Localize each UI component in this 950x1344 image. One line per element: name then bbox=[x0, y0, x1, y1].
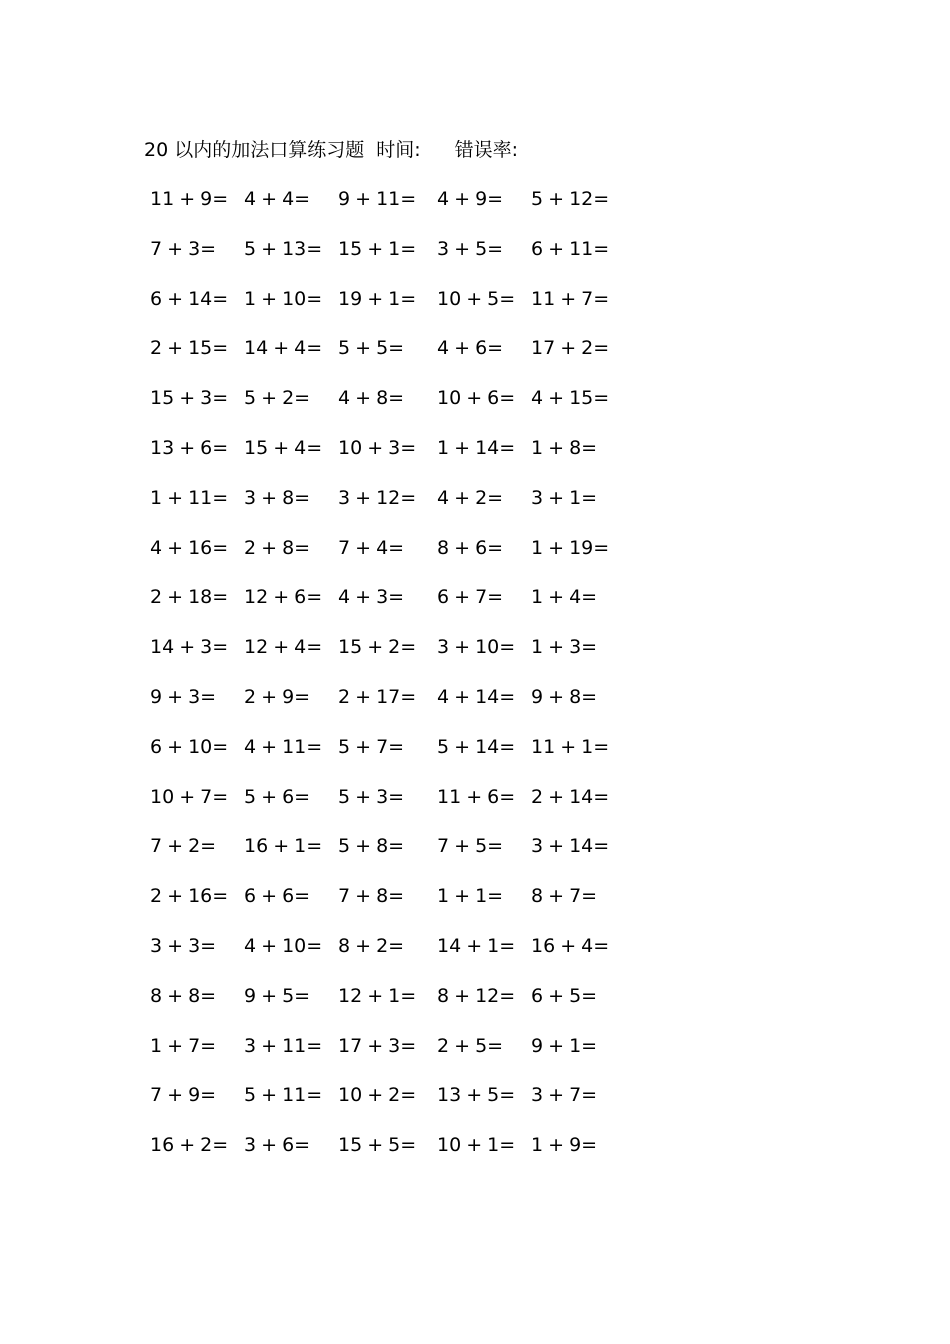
math-problem: 7 + 5= bbox=[437, 835, 504, 858]
math-problem: 3 + 3= bbox=[150, 935, 217, 957]
math-problem: 4 + 2= bbox=[437, 486, 504, 509]
math-problem: 1 + 1= bbox=[437, 885, 504, 908]
math-problem: 11 + 7= bbox=[531, 287, 610, 310]
math-problem: 5 + 13= bbox=[244, 237, 323, 260]
math-problem: 3 + 12= bbox=[338, 486, 417, 509]
worksheet-title: 20 以内的加法口算练习题 bbox=[144, 139, 365, 161]
math-problem: 8 + 6= bbox=[437, 536, 504, 559]
math-problem: 15 + 4= bbox=[244, 437, 323, 459]
math-problem: 15 + 1= bbox=[338, 237, 417, 260]
math-problem: 2 + 18= bbox=[150, 586, 229, 609]
math-problem: 9 + 1= bbox=[531, 1034, 598, 1057]
math-problem: 2 + 16= bbox=[150, 885, 229, 908]
math-problem: 9 + 11= bbox=[338, 188, 417, 210]
math-problem: 16 + 4= bbox=[531, 935, 610, 957]
math-problem: 3 + 7= bbox=[531, 1084, 598, 1107]
math-problem: 4 + 14= bbox=[437, 686, 516, 708]
math-problem: 11 + 9= bbox=[150, 188, 229, 210]
math-problem: 11 + 1= bbox=[531, 735, 610, 758]
math-problem: 7 + 8= bbox=[338, 885, 405, 908]
math-problem: 13 + 6= bbox=[150, 437, 229, 459]
math-problem: 10 + 7= bbox=[150, 785, 229, 808]
math-problem: 5 + 14= bbox=[437, 735, 516, 758]
math-problem: 10 + 5= bbox=[437, 287, 516, 310]
math-problem: 5 + 6= bbox=[244, 785, 311, 808]
math-problem: 6 + 11= bbox=[531, 237, 610, 260]
math-problem: 5 + 5= bbox=[338, 337, 405, 360]
math-problem: 5 + 7= bbox=[338, 735, 405, 758]
math-problem: 2 + 14= bbox=[531, 785, 610, 808]
math-problem: 5 + 8= bbox=[338, 835, 405, 858]
math-problem: 13 + 5= bbox=[437, 1084, 516, 1107]
math-problem: 10 + 6= bbox=[437, 387, 516, 410]
math-problem: 10 + 1= bbox=[437, 1134, 516, 1157]
math-problem: 8 + 7= bbox=[531, 885, 598, 908]
math-problem: 7 + 9= bbox=[150, 1084, 217, 1107]
error-rate-label: 错误率: bbox=[454, 139, 519, 161]
math-problem: 1 + 10= bbox=[244, 287, 323, 310]
math-problem: 9 + 5= bbox=[244, 984, 311, 1007]
math-problem: 17 + 3= bbox=[338, 1034, 417, 1057]
math-problem: 9 + 3= bbox=[150, 686, 217, 708]
math-problem: 8 + 8= bbox=[150, 984, 217, 1007]
math-problem: 12 + 6= bbox=[244, 586, 323, 609]
math-problem: 12 + 1= bbox=[338, 984, 417, 1007]
math-problem: 1 + 7= bbox=[150, 1034, 217, 1057]
math-problem: 3 + 1= bbox=[531, 486, 598, 509]
math-problem: 4 + 6= bbox=[437, 337, 504, 360]
math-problem: 4 + 4= bbox=[244, 188, 311, 210]
math-problem: 4 + 3= bbox=[338, 586, 405, 609]
math-problem: 4 + 9= bbox=[437, 188, 504, 210]
math-problem: 4 + 10= bbox=[244, 935, 323, 957]
math-problem: 14 + 1= bbox=[437, 935, 516, 957]
math-problem: 8 + 2= bbox=[338, 935, 405, 957]
math-problem: 2 + 15= bbox=[150, 337, 229, 360]
math-problem: 6 + 10= bbox=[150, 735, 229, 758]
math-problem: 2 + 9= bbox=[244, 686, 311, 708]
math-problem: 3 + 14= bbox=[531, 835, 610, 858]
math-problem: 15 + 2= bbox=[338, 636, 417, 659]
math-problem: 8 + 12= bbox=[437, 984, 516, 1007]
math-problem: 19 + 1= bbox=[338, 287, 417, 310]
math-problem: 5 + 2= bbox=[244, 387, 311, 410]
math-problem: 9 + 8= bbox=[531, 686, 598, 708]
math-problem: 1 + 3= bbox=[531, 636, 598, 659]
math-problem: 6 + 14= bbox=[150, 287, 229, 310]
math-problem: 1 + 11= bbox=[150, 486, 229, 509]
math-problem: 1 + 8= bbox=[531, 437, 598, 459]
math-problem: 1 + 19= bbox=[531, 536, 610, 559]
math-problem: 5 + 12= bbox=[531, 188, 610, 210]
math-problem: 7 + 4= bbox=[338, 536, 405, 559]
math-problem: 11 + 6= bbox=[437, 785, 516, 808]
math-problem: 2 + 8= bbox=[244, 536, 311, 559]
math-problem: 1 + 14= bbox=[437, 437, 516, 459]
math-problem: 7 + 3= bbox=[150, 237, 217, 260]
time-label: 时间: bbox=[376, 139, 421, 161]
math-problem: 15 + 3= bbox=[150, 387, 229, 410]
math-problem: 3 + 6= bbox=[244, 1134, 311, 1157]
math-problem: 14 + 4= bbox=[244, 337, 323, 360]
math-problem: 12 + 4= bbox=[244, 636, 323, 659]
math-problem: 6 + 6= bbox=[244, 885, 311, 908]
math-problem: 2 + 17= bbox=[338, 686, 417, 708]
math-problem: 17 + 2= bbox=[531, 337, 610, 360]
math-problem: 4 + 8= bbox=[338, 387, 405, 410]
math-problem: 15 + 5= bbox=[338, 1134, 417, 1157]
math-problem: 5 + 3= bbox=[338, 785, 405, 808]
math-problem: 3 + 10= bbox=[437, 636, 516, 659]
math-problem: 6 + 7= bbox=[437, 586, 504, 609]
math-problem: 7 + 2= bbox=[150, 835, 217, 858]
math-problem: 10 + 2= bbox=[338, 1084, 417, 1107]
math-problem: 14 + 3= bbox=[150, 636, 229, 659]
math-problem: 2 + 5= bbox=[437, 1034, 504, 1057]
math-problem: 3 + 8= bbox=[244, 486, 311, 509]
math-problem: 6 + 5= bbox=[531, 984, 598, 1007]
math-problem: 4 + 15= bbox=[531, 387, 610, 410]
math-problem: 3 + 11= bbox=[244, 1034, 323, 1057]
math-problem: 1 + 9= bbox=[531, 1134, 598, 1157]
math-problem: 16 + 2= bbox=[150, 1134, 229, 1157]
math-problem: 5 + 11= bbox=[244, 1084, 323, 1107]
math-problem: 3 + 5= bbox=[437, 237, 504, 260]
math-problem: 1 + 4= bbox=[531, 586, 598, 609]
math-problem: 4 + 11= bbox=[244, 735, 323, 758]
math-problem: 16 + 1= bbox=[244, 835, 323, 858]
math-problem: 10 + 3= bbox=[338, 437, 417, 459]
math-problem: 4 + 16= bbox=[150, 536, 229, 559]
